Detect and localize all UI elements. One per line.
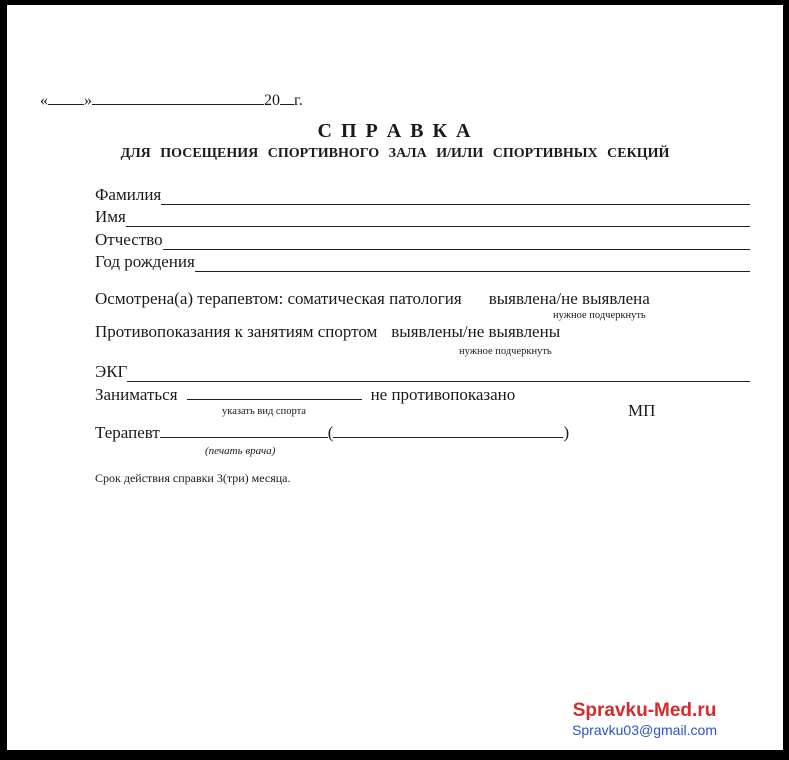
branding-email: Spravku03@gmail.com: [572, 721, 717, 738]
therapist-close-paren: ): [563, 423, 570, 442]
field-row-surname: [95, 185, 750, 205]
therapist-open-paren: (: [327, 423, 334, 442]
birthyear-label: Год рождения: [95, 252, 195, 271]
engage-line: [95, 385, 515, 405]
firstname-label: Имя: [95, 207, 126, 226]
contraindications-text: Противопоказания к занятиям спортом: [95, 322, 378, 341]
date-month-blank: [92, 91, 264, 105]
ekg-label: ЭКГ: [95, 362, 128, 381]
contraindications-line: [95, 322, 560, 342]
validity-note: Срок действия справки 3(три) месяца.: [95, 471, 291, 485]
doctor-seal-hint: (печать врача): [205, 445, 276, 457]
surname-blank-line: [161, 187, 750, 205]
contraindications-options: выявлены/не выявлены: [391, 322, 561, 341]
date-year-prefix: 20: [264, 92, 280, 109]
engage-suffix: не противопоказано: [370, 385, 516, 404]
therapist-label: Терапевт: [95, 423, 160, 442]
field-row-firstname: [95, 207, 750, 227]
date-year-blank: [280, 91, 294, 105]
birthyear-blank-line: [195, 254, 750, 272]
firstname-blank-line: [126, 209, 750, 227]
date-day-blank: [48, 91, 84, 105]
stamp-placeholder: МП: [628, 401, 656, 420]
patronymic-blank-line: [163, 232, 750, 250]
therapist-signature-blank: [160, 424, 328, 438]
date-line: [40, 91, 303, 110]
date-year-suffix: г.: [294, 92, 303, 109]
sport-kind-hint: указать вид спорта: [222, 406, 306, 417]
field-row-patronymic: [95, 230, 750, 250]
certificate-subtitle: ДЛЯ ПОСЕЩЕНИЯ СПОРТИВНОГО ЗАЛА И/ИЛИ СПОРТИВНЫХ СЕКЦИЙ: [120, 146, 670, 161]
underline-needed-note-2: нужное подчеркнуть: [459, 346, 552, 357]
field-row-birthyear: [95, 252, 750, 272]
date-close-quote: »: [84, 92, 92, 109]
date-open-quote: «: [40, 92, 48, 109]
certificate-title: С П Р А В К А: [317, 120, 473, 142]
patronymic-label: Отчество: [95, 230, 163, 249]
branding-site: Spravku-Med.ru: [572, 700, 717, 721]
examined-text: Осмотрена(а) терапевтом: соматическая патология: [95, 289, 462, 308]
engage-prefix: Заниматься: [95, 385, 178, 404]
ekg-blank-line: [127, 364, 750, 382]
sport-kind-blank: [187, 386, 362, 400]
therapist-name-blank: [333, 424, 563, 438]
certificate-page: [7, 5, 783, 750]
examined-line: [95, 289, 650, 309]
branding-block: [572, 700, 717, 738]
examined-options: выявлена/не выявлена: [488, 289, 650, 308]
therapist-line: [95, 423, 569, 443]
underline-needed-note-1: нужное подчеркнуть: [553, 310, 646, 321]
surname-label: Фамилия: [95, 185, 162, 204]
field-row-ekg: [95, 362, 750, 382]
